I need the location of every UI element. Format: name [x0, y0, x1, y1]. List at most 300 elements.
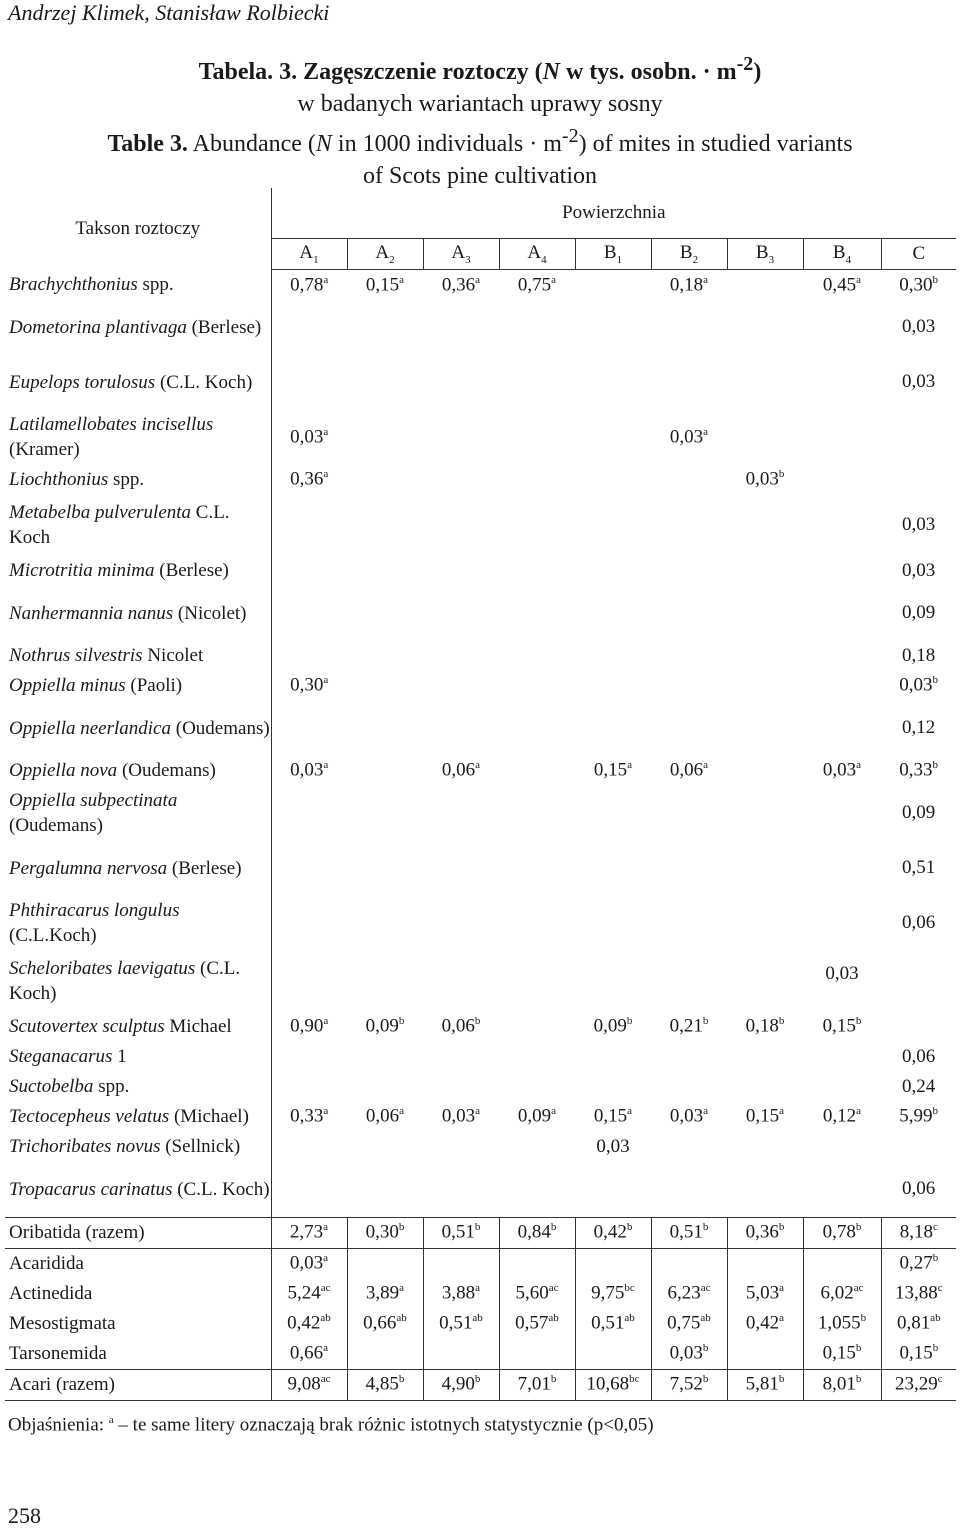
table-row [5, 270, 956, 300]
table-cell [499, 841, 575, 896]
summary-cell: 5,60$^{ac}$ [499, 1279, 575, 1309]
table-cell [575, 701, 651, 756]
summary-cell [575, 1248, 651, 1279]
table-cell: 0,09 [901, 602, 936, 623]
summary-cell: 9,75$^{bc}$ [575, 1279, 651, 1309]
table-cell [423, 701, 499, 756]
table-cell: 0,15$^b$ [822, 1015, 862, 1037]
table-row [5, 1072, 956, 1102]
table-cell: 0,03 [901, 559, 936, 581]
table-cell [651, 896, 727, 951]
table-cell: 0,15$^a$ [745, 1105, 785, 1127]
table-cell [651, 355, 727, 410]
table-cell [727, 270, 803, 300]
table-cell [881, 1132, 956, 1162]
table-cell: 0,06$^a$ [441, 759, 481, 781]
table-cell: 0,51 [901, 857, 936, 878]
table-row [5, 556, 956, 586]
table-cell [499, 951, 575, 1012]
summary-cell: 0,51$^{ab}$ [575, 1309, 651, 1339]
table-row [5, 896, 956, 951]
summary-cell [727, 1339, 803, 1370]
taxon-name: Oppiella subpectinata (Oudemans) [9, 790, 178, 836]
summary-cell [347, 1248, 423, 1279]
summary-row [5, 1279, 956, 1309]
table-cell [727, 786, 803, 841]
taxon-name: Oppiella minus (Paoli) [9, 675, 183, 696]
table-cell: 0,03 [901, 514, 936, 535]
taxon-name: Oppiella nova (Oudemans) [9, 760, 216, 781]
table-cell [271, 586, 347, 641]
table-cell [651, 641, 727, 671]
table-cell [347, 1072, 423, 1102]
col-header-a3: $A_3$ [423, 239, 499, 270]
table-cell [423, 586, 499, 641]
table-cell: 0,18$^a$ [669, 273, 709, 295]
table-cell: 0,03 [596, 1135, 630, 1157]
group-name: Tarsonemida [9, 1343, 107, 1364]
table-cell [271, 841, 347, 896]
col-header-a4: $A_4$ [499, 239, 575, 270]
table-cell [499, 1162, 575, 1218]
table-cell [727, 841, 803, 896]
table-cell [347, 841, 423, 896]
table-cell [347, 410, 423, 465]
summary-cell: 0,15$^b$ [881, 1339, 956, 1370]
table-cell: 0,03$^a$ [669, 425, 709, 448]
table-cell: 0,75$^a$ [517, 273, 557, 295]
table-cell: 5,99$^b$ [899, 1105, 938, 1127]
table-cell: 0,90$^a$ [271, 1012, 347, 1042]
summary-cell: 4,90$^b$ [423, 1369, 499, 1400]
table-cell: 0,15$^a$ [593, 759, 633, 781]
summary-cell [727, 1248, 803, 1279]
table-cell: 0,06 [901, 1045, 936, 1067]
table-cell [803, 410, 881, 465]
summary-cell: 0,75$^{ab}$ [651, 1309, 727, 1339]
taxon-name: Nanhermannia nanus (Nicolet) [9, 602, 247, 624]
summary-row [5, 1309, 956, 1339]
summary-cell: 8,18$^c$ [881, 1217, 956, 1248]
table-cell: 0,06 [901, 912, 936, 933]
table-cell [499, 1012, 575, 1042]
table-cell [423, 495, 499, 556]
table-cell [803, 786, 881, 841]
table-cell [803, 701, 881, 756]
summary-cell: 0,57$^{ab}$ [499, 1309, 575, 1339]
table-row [5, 355, 956, 410]
table-cell [651, 1072, 727, 1102]
summary-cell: 0,03$^b$ [651, 1339, 727, 1370]
table-cell [499, 465, 575, 495]
table-cell [499, 756, 575, 786]
table-cell [499, 586, 575, 641]
table-cell: 0,03 [825, 962, 859, 984]
table-cell [271, 951, 347, 1012]
table-cell [423, 786, 499, 841]
table-cell [499, 786, 575, 841]
summary-cell: 10,68$^{bc}$ [575, 1369, 651, 1400]
taxon-name: Nothrus silvestris Nicolet [9, 645, 204, 666]
table-cell [727, 701, 803, 756]
summary-cell: 0,42$^{ab}$ [271, 1309, 347, 1339]
table-cell [803, 556, 881, 586]
table-cell: 0,06$^a$ [669, 759, 709, 781]
table-cell [575, 495, 651, 556]
summary-cell: 0,66$^{ab}$ [347, 1309, 423, 1339]
table-cell: 0,18 [901, 644, 936, 666]
table-cell [347, 1042, 423, 1072]
table-cell [575, 896, 651, 951]
table-cell [803, 495, 881, 556]
table-cell [575, 556, 651, 586]
taxon-name: Steganacarus 1 [9, 1046, 127, 1067]
table-cell [881, 1012, 956, 1042]
summary-cell: 5,81$^b$ [727, 1369, 803, 1400]
summary-cell: 3,88$^a$ [423, 1279, 499, 1309]
summary-cell: 0,15$^b$ [803, 1339, 881, 1370]
table-row [5, 300, 956, 355]
group-name: Actinedida [9, 1283, 93, 1304]
table-cell [803, 1042, 881, 1072]
table-cell [803, 355, 881, 410]
summary-cell [499, 1339, 575, 1370]
table-cell [499, 1132, 575, 1162]
title-en-line-1: Table 3. Abundance (N in 1000 individuals · $m^{-2}$) of mites in studied variants [107, 125, 853, 157]
col-header-a2: $A_2$ [347, 239, 423, 270]
table-cell [575, 1042, 651, 1072]
table-cell [575, 410, 651, 465]
table-cell [727, 300, 803, 355]
table-cell [803, 896, 881, 951]
table-cell: 0,33$^b$ [899, 759, 938, 781]
summary-cell: 5,24$^{ac}$ [271, 1279, 347, 1309]
summary-cell: 0,51$^b$ [423, 1217, 499, 1248]
table-cell [727, 671, 803, 701]
table-cell [803, 1132, 881, 1162]
summary-cell: 0,51$^b$ [651, 1217, 727, 1248]
table-row [5, 951, 956, 1012]
table-cell [727, 1072, 803, 1102]
summary-cell [803, 1248, 881, 1279]
table-cell: 0,03$^b$ [899, 674, 938, 696]
table-cell [347, 896, 423, 951]
taxon-name: Eupelops torulosus (C.L. Koch) [9, 371, 253, 393]
summary-cell: 0,81$^{ab}$ [881, 1309, 956, 1339]
group-name: Acaridida [9, 1253, 84, 1274]
table-cell [499, 1042, 575, 1072]
taxon-name: Pergalumna nervosa (Berlese) [9, 857, 242, 879]
summary-cell: 3,89$^a$ [347, 1279, 423, 1309]
table-cell [423, 951, 499, 1012]
table-cell: 0,09$^b$ [365, 1015, 405, 1037]
table-cell [575, 1072, 651, 1102]
summary-cell [499, 1248, 575, 1279]
table-cell [423, 465, 499, 495]
table-cell [271, 701, 347, 756]
table-cell [803, 841, 881, 896]
table-cell [423, 671, 499, 701]
table-cell [575, 586, 651, 641]
table-cell [727, 896, 803, 951]
table-cell: 0,36$^a$ [441, 273, 481, 295]
table-row [5, 1012, 956, 1042]
table-row [5, 841, 956, 896]
taxon-name: Phthiracarus longulus (C.L.Koch) [9, 900, 180, 946]
table-cell [575, 671, 651, 701]
table-cell [499, 641, 575, 671]
table-cell [271, 1132, 347, 1162]
table-cell: 0,15$^a$ [365, 273, 405, 295]
table-row [5, 1162, 956, 1218]
table-cell: 0,03$^a$ [271, 756, 347, 786]
taxon-name: Scheloribates laevigatus (C.L. Koch) [9, 958, 241, 1004]
table-row [5, 410, 956, 465]
table-cell [651, 586, 727, 641]
table-cell [651, 701, 727, 756]
table-cell [727, 556, 803, 586]
table-cell [727, 1042, 803, 1072]
summary-rows [5, 1217, 956, 1400]
summary-cell: 0,84$^b$ [499, 1217, 575, 1248]
table-cell [651, 786, 727, 841]
surface-group-header: Powierzchnia [271, 188, 956, 239]
table-cell [499, 1072, 575, 1102]
table-cell [575, 786, 651, 841]
summary-cell: 2,73$^a$ [271, 1217, 347, 1248]
table-cell [651, 556, 727, 586]
summary-cell: 0,51$^{ab}$ [423, 1309, 499, 1339]
summary-cell: 5,03$^a$ [727, 1279, 803, 1309]
summary-cell [423, 1248, 499, 1279]
table-cell [271, 495, 347, 556]
running-header: Andrzej Klimek, Stanisław Rolbiecki [8, 0, 330, 25]
table-cell [727, 495, 803, 556]
table-cell [727, 410, 803, 465]
table-cell: 0,03$^a$ [271, 410, 347, 465]
table-cell [347, 1132, 423, 1162]
table-cell [727, 1162, 803, 1218]
summary-cell [347, 1339, 423, 1370]
summary-cell: 23,29$^c$ [881, 1369, 956, 1400]
table-cell [651, 1162, 727, 1218]
table-cell [499, 556, 575, 586]
table-cell [727, 756, 803, 786]
table-cell [347, 355, 423, 410]
col-header-b1: $B_1$ [575, 239, 651, 270]
summary-cell [575, 1339, 651, 1370]
table-cell [575, 355, 651, 410]
table-cell: 0,30$^a$ [271, 671, 347, 701]
table-cell: 0,18$^b$ [745, 1015, 785, 1037]
summary-cell: 0,42$^a$ [727, 1309, 803, 1339]
table-cell [881, 951, 956, 1012]
summary-cell: 1,055$^b$ [803, 1309, 881, 1339]
summary-cell: 7,01$^b$ [499, 1369, 575, 1400]
table-cell [347, 1162, 423, 1218]
table-cell: 0,03$^a$ [441, 1105, 481, 1127]
col-header-b4: $B_4$ [803, 239, 881, 270]
taxon-name: Tropacarus carinatus (C.L. Koch) [9, 1178, 270, 1200]
table-cell [423, 410, 499, 465]
table-cell [499, 410, 575, 465]
table-row [5, 756, 956, 786]
abundance-table [5, 188, 956, 1401]
summary-cell [423, 1339, 499, 1370]
taxon-name: Oppiella neerlandica (Oudemans) [9, 717, 270, 739]
table-caption [0, 48, 960, 192]
table-cell [803, 1162, 881, 1218]
summary-cell: 0,30$^b$ [347, 1217, 423, 1248]
table-cell [651, 671, 727, 701]
table-cell [271, 355, 347, 410]
table-cell [803, 1072, 881, 1102]
summary-cell: 8,01$^b$ [803, 1369, 881, 1400]
table-cell [271, 300, 347, 355]
table-cell: 0,36$^a$ [271, 465, 347, 495]
table-cell [271, 896, 347, 951]
table-cell [347, 756, 423, 786]
table-cell [803, 671, 881, 701]
table-cell [499, 300, 575, 355]
table-cell [651, 300, 727, 355]
col-header-c: C [881, 239, 956, 270]
taxon-name: Suctobelba spp. [9, 1076, 130, 1097]
table-cell [347, 300, 423, 355]
summary-cell: 13,88$^c$ [881, 1279, 956, 1309]
taxon-name: Scutovertex sculptus Michael [9, 1016, 232, 1037]
table-row [5, 465, 956, 495]
taxa-rows [5, 270, 956, 1218]
table-cell [651, 951, 727, 1012]
table-cell: 0,30$^b$ [899, 273, 938, 295]
col-header-a1: $A_1$ [271, 239, 347, 270]
table-cell [575, 300, 651, 355]
group-name: Mesostigmata [9, 1313, 116, 1334]
table-cell [803, 586, 881, 641]
summary-row [5, 1339, 956, 1370]
table-cell [499, 355, 575, 410]
table-row [5, 1102, 956, 1132]
summary-cell: 0,27$^b$ [881, 1248, 956, 1279]
table-cell [347, 786, 423, 841]
table-row [5, 671, 956, 701]
table-cell: 0,09 [901, 802, 936, 823]
summary-cell: 0,36$^b$ [727, 1217, 803, 1248]
summary-cell: 0,42$^b$ [575, 1217, 651, 1248]
table-cell [727, 641, 803, 671]
table-cell [347, 586, 423, 641]
table-row [5, 786, 956, 841]
table-cell [347, 671, 423, 701]
table-cell: 0,03$^a$ [669, 1105, 709, 1127]
table-cell [499, 671, 575, 701]
table-row [5, 495, 956, 556]
summary-cell: 0,78$^b$ [803, 1217, 881, 1248]
table-cell: 0,15$^a$ [593, 1105, 633, 1127]
table-cell: 0,21$^b$ [669, 1015, 709, 1037]
table-cell [423, 641, 499, 671]
table-row [5, 701, 956, 756]
table-cell [423, 1162, 499, 1218]
summary-row [5, 1369, 956, 1400]
table-cell: 0,03 [901, 371, 936, 392]
table-cell [499, 701, 575, 756]
table-cell: 0,33$^a$ [271, 1102, 347, 1132]
summary-cell: 0,03$^a$ [271, 1248, 347, 1279]
table-cell [727, 355, 803, 410]
taxon-name: Tectocepheus velatus (Michael) [9, 1106, 249, 1127]
taxon-name: Latilamellobates incisellus (Kramer) [9, 414, 214, 460]
table-cell: 0,03 [901, 316, 936, 337]
table-cell [347, 556, 423, 586]
table-cell [423, 1072, 499, 1102]
table-cell [575, 1162, 651, 1218]
table-cell: 0,06 [901, 1178, 936, 1199]
table-cell [881, 465, 956, 495]
table-cell: 0,24 [901, 1075, 936, 1097]
table-cell [575, 841, 651, 896]
footnote: Objaśnienia: $^a$ – te same litery oznaczają brak różnic istotnych statystycznie (p<0,05) [8, 1414, 654, 1436]
title-en-line-2: of Scots pine cultivation [363, 163, 597, 189]
table-cell [271, 556, 347, 586]
table-cell: 0,06$^a$ [365, 1105, 405, 1127]
table-cell [651, 1132, 727, 1162]
taxon-name: Metabelba pulverulenta C.L. Koch [9, 502, 230, 548]
taxon-name: Microtritia minima (Berlese) [9, 560, 229, 581]
table-cell: 0,09$^b$ [593, 1015, 633, 1037]
table-cell [651, 465, 727, 495]
summary-cell: 0,66$^a$ [271, 1339, 347, 1370]
summary-cell: 4,85$^b$ [347, 1369, 423, 1400]
table-cell [423, 355, 499, 410]
table-cell [727, 1132, 803, 1162]
table-cell [803, 641, 881, 671]
group-name: Oribatida (razem) [5, 1217, 271, 1248]
group-name: Acari (razem) [5, 1369, 271, 1400]
summary-cell: 9,08$^{ac}$ [271, 1369, 347, 1400]
table-cell: 0,12 [901, 717, 936, 738]
table-cell [575, 270, 651, 300]
table-cell [347, 951, 423, 1012]
col-header-b3: $B_3$ [727, 239, 803, 270]
table-cell [423, 300, 499, 355]
table-cell [651, 841, 727, 896]
table-cell [881, 410, 956, 465]
table-cell [803, 300, 881, 355]
title-pl-line-1: Tabela. 3. Zagęszczenie roztoczy (N w tys. osobn. · $m^{-2}$) [198, 53, 762, 85]
table-cell [347, 701, 423, 756]
table-cell [423, 556, 499, 586]
table-row [5, 586, 956, 641]
table-cell [271, 786, 347, 841]
table-cell: 0,12$^a$ [822, 1105, 862, 1127]
summary-cell: 6,23$^{ac}$ [651, 1279, 727, 1309]
table-cell [575, 951, 651, 1012]
table-cell: 0,45$^a$ [822, 273, 862, 295]
table-cell [423, 1132, 499, 1162]
table-cell: 0,78$^a$ [271, 270, 347, 300]
table-cell: 0,06$^b$ [441, 1015, 481, 1037]
taxon-name: Brachychthonius spp. [9, 274, 174, 295]
table-cell [499, 495, 575, 556]
summary-row [5, 1248, 956, 1279]
page-number: 258 [8, 1503, 41, 1528]
table-cell [575, 465, 651, 495]
summary-cell: 6,02$^{ac}$ [803, 1279, 881, 1309]
table-cell [347, 465, 423, 495]
table-cell [347, 495, 423, 556]
